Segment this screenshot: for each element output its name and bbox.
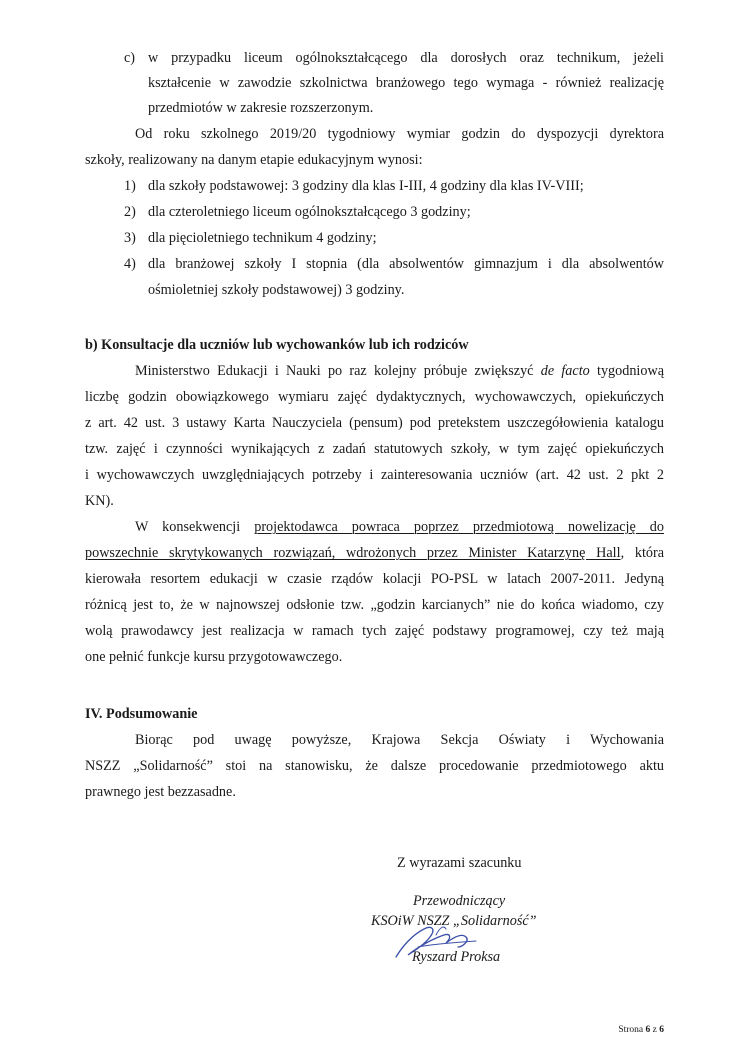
p2-underlined-text-1: projektodawca powraca poprzez przedmiotową nowelizację do	[254, 519, 664, 535]
section-b-p2-line-5: wolą prawodawcy jest realizacja w ramach tych zajęć podstawy programowej, czy też mają	[85, 623, 664, 639]
list-marker-1: 1)	[124, 178, 136, 194]
list-marker-2: 2)	[124, 204, 136, 220]
section-b-p1-line-6: KN).	[85, 493, 114, 509]
hours-item-2: dla czteroletniego liceum ogólnokształcącego 3 godziny;	[148, 204, 471, 220]
page-label: Strona	[618, 1025, 644, 1035]
list-marker-3: 3)	[124, 230, 136, 246]
section-iv-line-2: NSZZ „Solidarność” stoi na stanowisku, że dalsze procedowanie przedmiotowego aktu	[85, 758, 664, 774]
signatory-name: Ryszard Proksa	[412, 949, 501, 965]
section-b-p2-line-3: kierowała resortem edukacji w czasie rządów kolacji PO-PSL w latach 2007-2011. Jedyną	[85, 571, 664, 587]
list-c-line-3: przedmiotów w zakresie rozszerzonym.	[148, 100, 374, 116]
section-b-p1-line-2: liczbę godzin obowiązkowego wymiaru zajęć dydaktycznych, wychowawczych, opiekuńczych	[85, 389, 664, 405]
page-current: 6	[645, 1025, 651, 1035]
page-total: 6	[659, 1025, 664, 1035]
list-marker-c: c)	[124, 50, 136, 66]
section-iv-line-1: Biorąc pod uwagę powyższe, Krajowa Sekcja Oświaty i Wychowania	[135, 732, 664, 748]
section-b-p2-line-2	[85, 544, 664, 562]
page-number	[618, 1024, 664, 1036]
p1-text-before-italic: Ministerstwo Edukacji i Nauki po raz kolejny próbuje zwiększyć	[135, 363, 541, 379]
p1-text-after-italic: tygodniową	[589, 363, 664, 379]
hours-item-1: dla szkoły podstawowej: 3 godziny dla klas I-III, 4 godziny dla klas IV-VIII;	[148, 178, 584, 194]
hours-item-4-line-2: ośmioletniej szkoły podstawowej) 3 godziny.	[148, 282, 405, 298]
signatory-title: Przewodniczący	[413, 893, 506, 909]
signatory-organization: KSOiW NSZZ „Solidarność”	[371, 913, 537, 929]
list-marker-4: 4)	[124, 256, 136, 272]
section-b-p1-line-1	[135, 362, 664, 380]
hours-item-4-line-1: dla branżowej szkoły I stopnia (dla absolwentów gimnazjum i dla absolwentów	[148, 256, 664, 272]
list-c-line-1: w przypadku liceum ogólnokształcącego dla dorosłych oraz technikum, jeżeli	[148, 50, 664, 66]
p2-text-after-underline: , która	[620, 545, 664, 561]
list-c-line-2: kształcenie w zawodzie szkolnictwa branżowego tego wymaga - również realizację	[148, 75, 664, 91]
section-iv-line-3: prawnego jest bezzasadne.	[85, 784, 236, 800]
page-separator: z	[652, 1025, 657, 1035]
section-b-p1-line-4: tzw. zajęć i czynności wynikających z zadań statutowych szkoły, w tym zajęć opiekuńczych	[85, 441, 664, 457]
section-b-heading: b) Konsultacje dla uczniów lub wychowanków lub ich rodziców	[85, 337, 469, 353]
hours-item-3: dla pięcioletniego technikum 4 godziny;	[148, 230, 377, 246]
intro-line-2: szkoły, realizowany na danym etapie edukacyjnym wynosi:	[85, 152, 423, 168]
closing-regards: Z wyrazami szacunku	[397, 855, 522, 871]
section-b-p2-line-1	[135, 518, 664, 536]
section-b-p1-line-5: i wychowawczych uwzględniających potrzeby i zainteresowania uczniów (art. 42 ust. 2 pkt 2	[85, 467, 664, 483]
p2-text-before-underline: W konsekwencji	[135, 519, 255, 535]
p2-underlined-text-2: powszechnie skrytykowanych rozwiązań, wdrożonych przez Minister Katarzynę Hall	[85, 545, 621, 561]
p1-italic-de-facto: de facto	[540, 363, 590, 379]
section-b-p1-line-3: z art. 42 ust. 3 ustawy Karta Nauczyciela (pensum) pod pretekstem uszczegółowienia katalogu	[85, 415, 664, 431]
section-b-p2-line-6: one pełnić funkcje kursu przygotowawczego.	[85, 649, 343, 665]
section-b-p2-line-4: różnicą jest to, że w najnowszej odsłonie tzw. „godzin karcianych” nie do końca wiadomo, czy	[85, 597, 664, 613]
section-iv-heading: IV. Podsumowanie	[85, 706, 198, 722]
intro-line-1: Od roku szkolnego 2019/20 tygodniowy wymiar godzin do dyspozycji dyrektora	[135, 126, 664, 142]
